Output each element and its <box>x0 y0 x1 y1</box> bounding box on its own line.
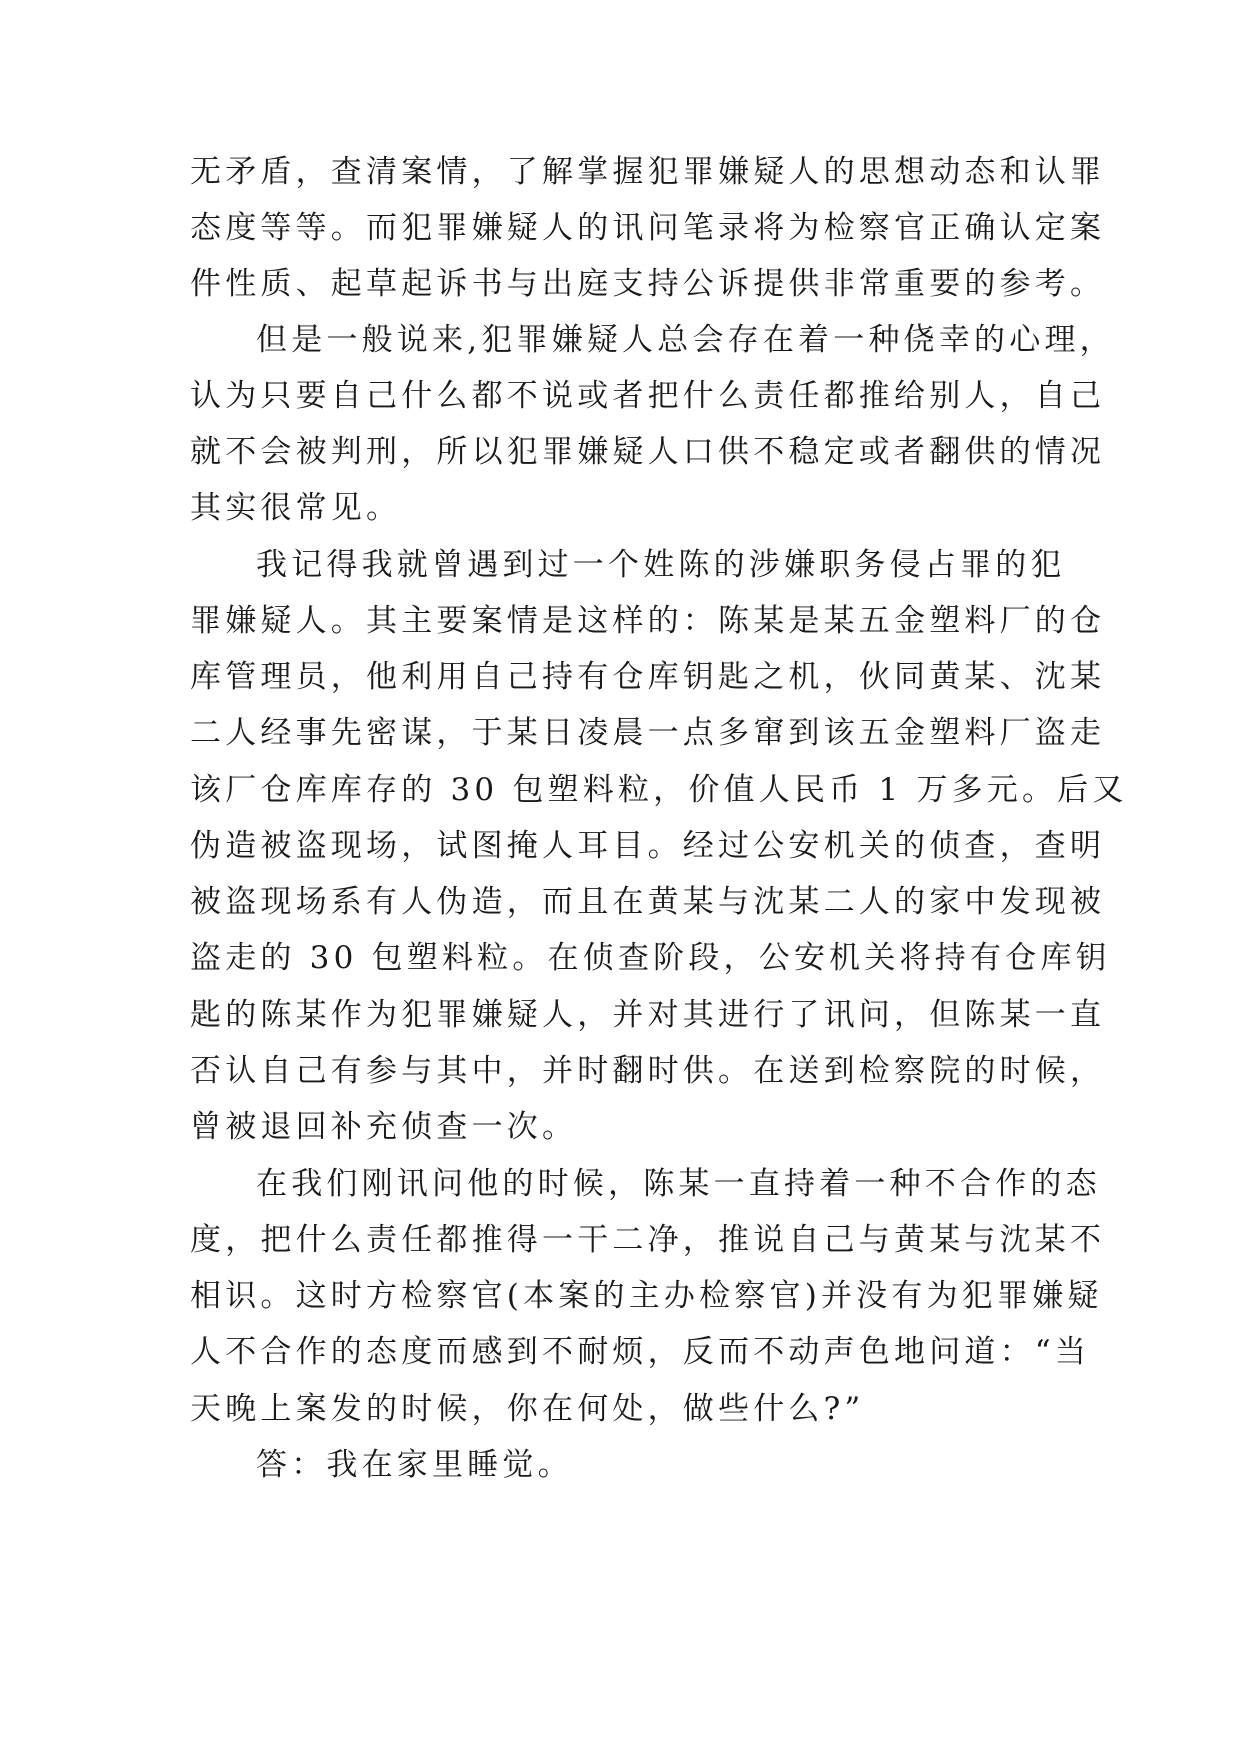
text-line: 就不会被判刑，所以犯罪嫌疑人口供不稳定或者翻供的情况 <box>190 434 1106 470</box>
text-line: 天晚上案发的时候，你在何处，做些什么?” <box>190 1391 865 1427</box>
text-line: 曾被退回补充侦查一次。 <box>190 1109 578 1145</box>
text-line: 态度等等。而犯罪嫌疑人的讯问笔录将为检察官正确认定案 <box>190 210 1106 246</box>
text-line: 该厂仓库库存的 30 包塑料粒，价值人民币 1 万多元。后又 <box>190 772 1128 808</box>
text-line: 件性质、起草起诉书与出庭支持公诉提供非常重要的参考。 <box>190 266 1106 302</box>
text-line: 其实很常见。 <box>190 490 402 526</box>
text-line: 认为只要自己什么都不说或者把什么责任都推给别人，自己 <box>190 378 1106 414</box>
text-line: 库管理员，他利用自己持有仓库钥匙之机，伙同黄某、沈某 <box>190 659 1106 695</box>
text-line: 度，把什么责任都推得一干二净，推说自己与黄某与沈某不 <box>190 1222 1106 1258</box>
text-line: 相识。这时方检察官(本案的主办检察官)并没有为犯罪嫌疑 <box>190 1278 1103 1314</box>
text-line: 匙的陈某作为犯罪嫌疑人，并对其进行了讯问，但陈某一直 <box>190 997 1106 1033</box>
paragraph-start-line: 答：我在家里睡觉。 <box>256 1447 573 1483</box>
text-line: 否认自己有参与其中，并时翻时供。在送到检察院的时候， <box>190 1053 1106 1089</box>
paragraph-start-line: 但是一般说来,犯罪嫌疑人总会存在着一种侥幸的心理， <box>256 322 1115 358</box>
paragraph-start-line: 在我们刚讯问他的时候，陈某一直持着一种不合作的态 <box>256 1166 1101 1202</box>
text-line: 无矛盾，查清案情，了解掌握犯罪嫌疑人的思想动态和认罪 <box>190 154 1106 190</box>
text-line: 被盗现场系有人伪造，而且在黄某与沈某二人的家中发现被 <box>190 884 1106 920</box>
paragraph-start-line: 我记得我就曾遇到过一个姓陈的涉嫌职务侵占罪的犯 <box>256 547 1066 583</box>
text-line: 盗走的 30 包塑料粒。在侦查阶段，公安机关将持有仓库钥 <box>190 940 1111 976</box>
text-line: 二人经事先密谋，于某日凌晨一点多窜到该五金塑料厂盗走 <box>190 715 1106 751</box>
text-line: 伪造被盗现场，试图掩人耳目。经过公安机关的侦查，查明 <box>190 828 1106 864</box>
text-line: 人不合作的态度而感到不耐烦，反而不动声色地问道：“当 <box>190 1334 1091 1370</box>
text-line: 罪嫌疑人。其主要案情是这样的：陈某是某五金塑料厂的仓 <box>190 603 1106 639</box>
